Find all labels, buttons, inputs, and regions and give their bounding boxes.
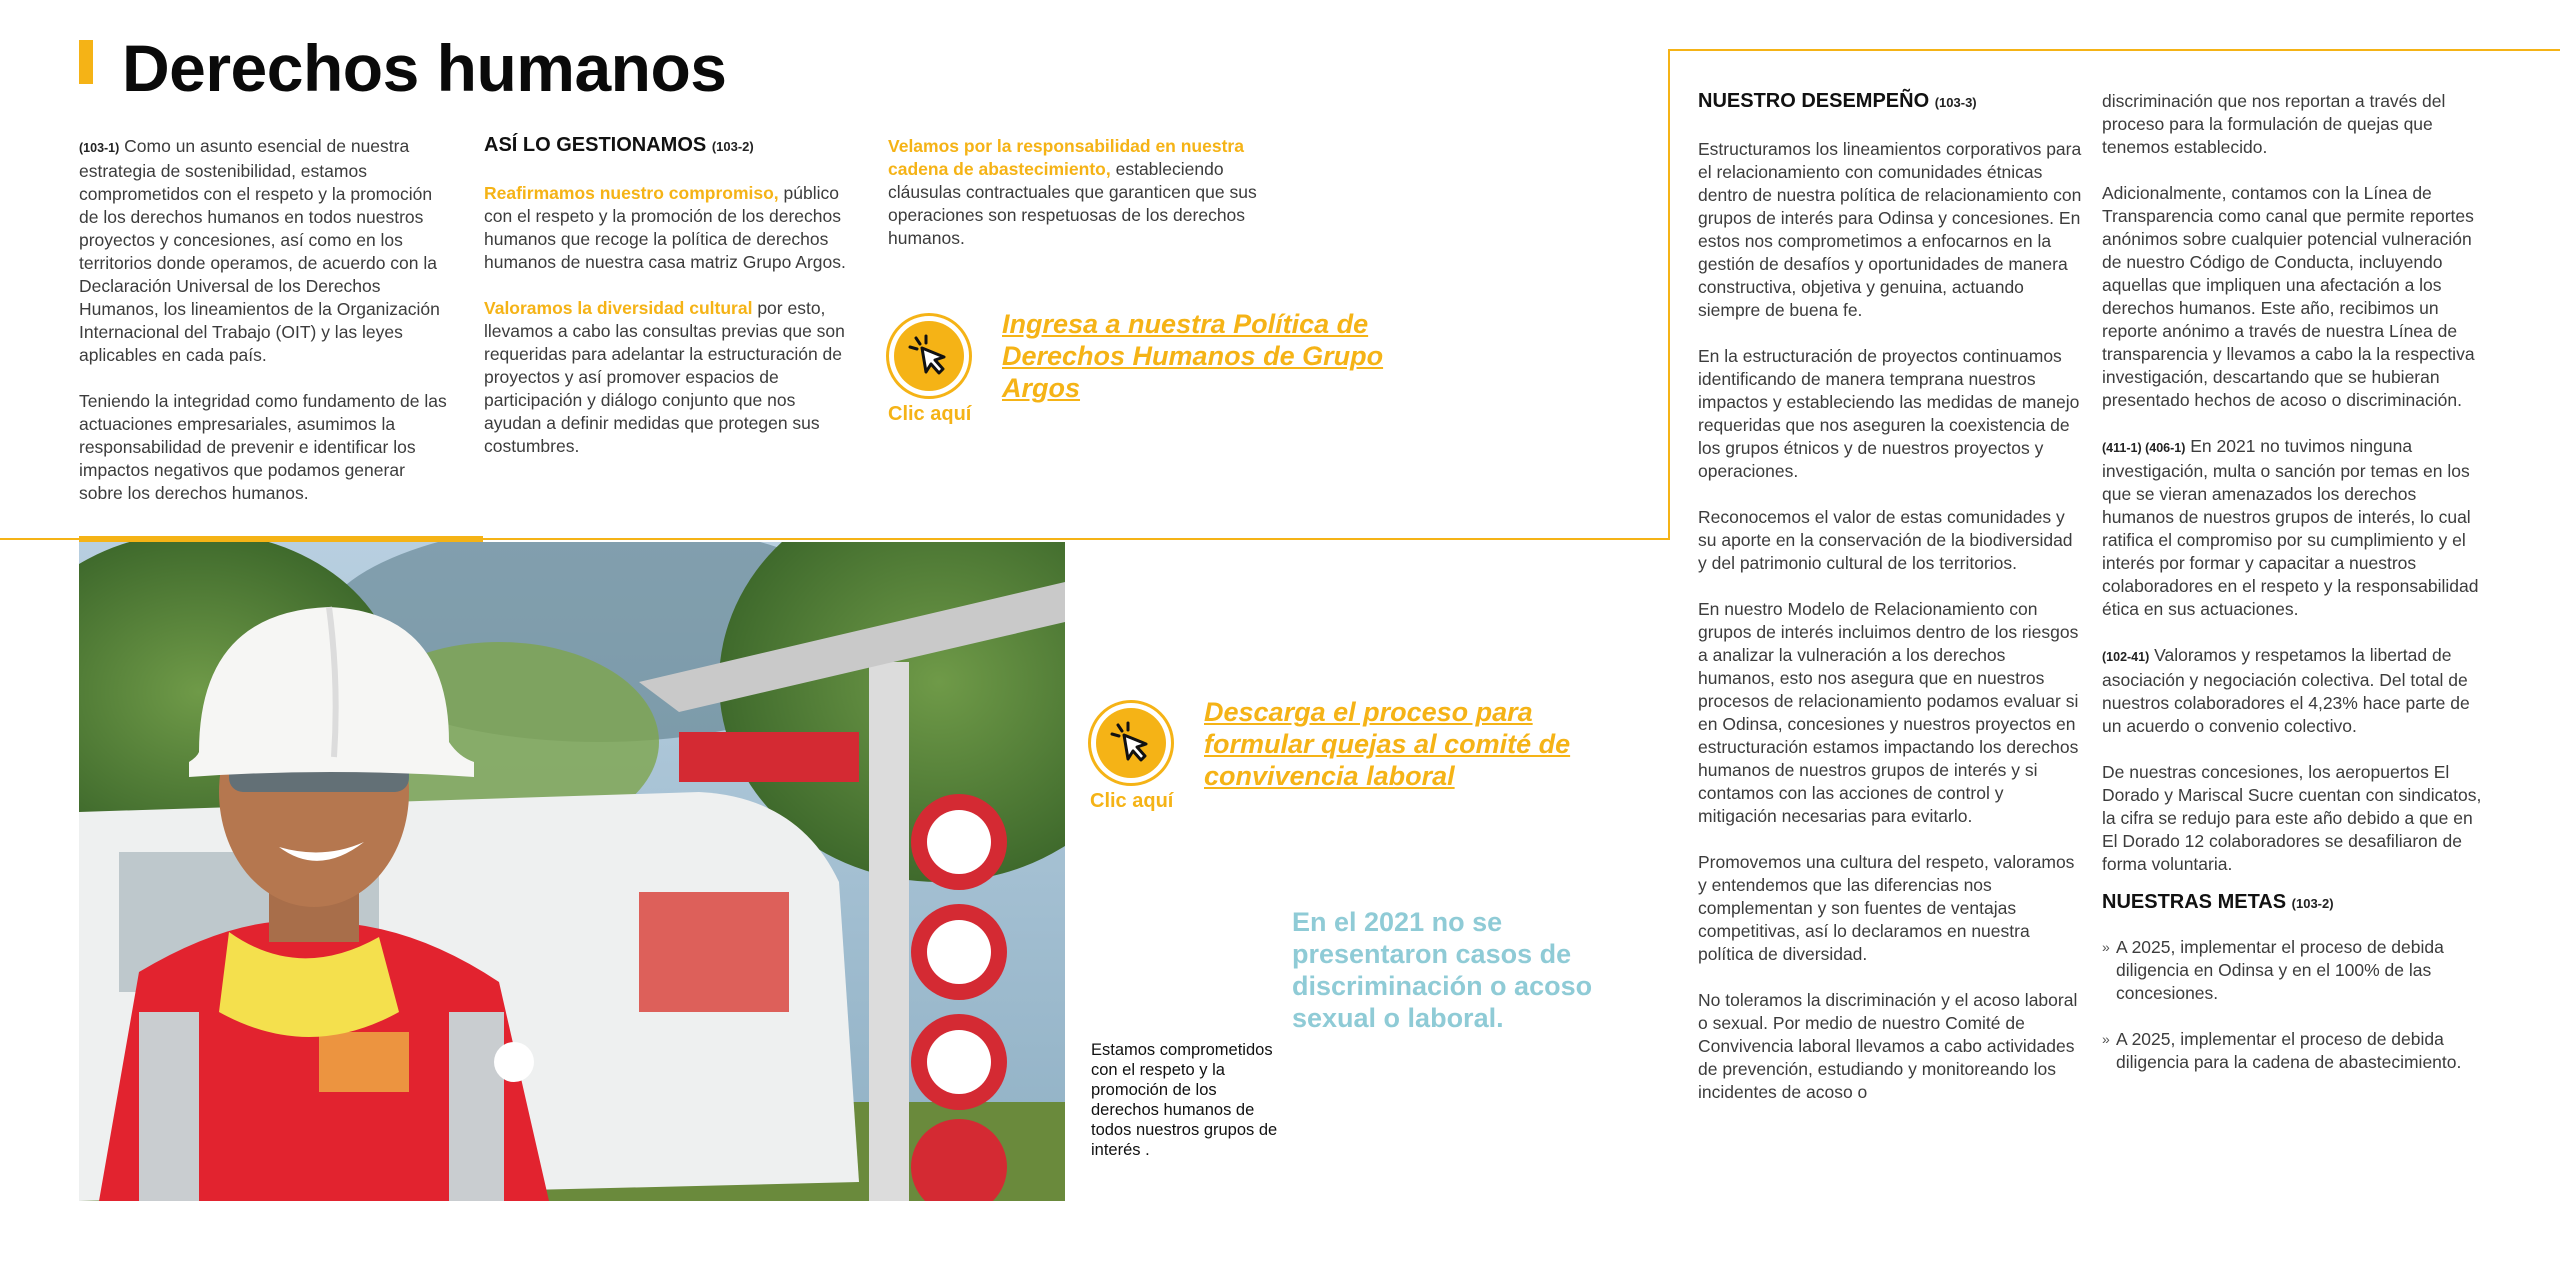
bullet-icon: » <box>2102 1031 2110 1047</box>
title-accent-bar <box>79 40 93 84</box>
performance-paragraph: Reconocemos el valor de estas comunidades y su aporte en la conservación de la biodiversidad y del patrimonio cultural de los territorios. <box>1698 507 2073 573</box>
gri-code: (103-1) <box>79 141 120 155</box>
supply-chain-column <box>888 135 1268 273</box>
performance-paragraph: No toleramos la discriminación y el acoso laboral o sexual. Por medio de nuestro Comité de Convivencia laboral llevamos a cabo actividades de prevención, estudiando y monitoreando los incidentes de acoso o <box>1698 990 2078 1102</box>
intro-text: Como un asunto esencial de nuestra estrategia de sostenibilidad, estamos comprometidos con el respeto y la promoción de los derechos humanos en todos nuestros proyectos y concesiones, así como en los territorios donde operamos, de acuerdo con la Declaración Universal de los Derechos Humanos, los lineamientos de la Organización Internacional del Trabajo (OIT) y las leyes aplicables en cada país. <box>79 136 440 365</box>
performance-paragraph: discriminación que nos reportan a través del proceso para la formulación de quejas que tenemos establecido. <box>2102 91 2446 157</box>
intro-column <box>79 135 449 528</box>
goal-item <box>2102 936 2487 1005</box>
click-cursor-icon <box>1088 700 1174 786</box>
diversity-paragraph <box>484 297 854 458</box>
transparency-paragraph: Adicionalmente, contamos con la Línea de Transparencia como canal que permite reportes anónimos sobre cualquier potencial vulneración de nuestro Código de Conducta, incluyendo aquellas que impliquen una afectación a los derechos humanos. Este año, recibimos un reporte anónimo a través de nuestra Línea de transparencia y llevamos a cabo la la respectiva investigación, descartando que se hubieran presentado hechos de acoso o discriminación. <box>2102 183 2475 410</box>
supply-chain-paragraph <box>888 135 1268 250</box>
click-label: Clic aquí <box>888 403 972 425</box>
supply-chain-text: estableciendo cláusulas contractuales que garanticen que sus operaciones son respetuosas de los derechos humanos. <box>888 159 1257 248</box>
management-heading <box>484 133 854 159</box>
goal-text: A 2025, implementar el proceso de debida diligencia en Odinsa y en el 100% de las concesiones. <box>2116 937 2444 1003</box>
performance-column <box>1698 89 2083 1127</box>
performance-heading-text: NUESTRO DESEMPEÑO <box>1698 90 1930 112</box>
bullet-icon: » <box>2102 939 2110 955</box>
click-label: Clic aquí <box>1090 790 1174 812</box>
association-paragraph <box>2102 644 2487 738</box>
commitment-paragraph <box>484 182 854 274</box>
gri-code: (103-3) <box>1934 95 1977 110</box>
complaints-link[interactable]: Descarga el proceso para formular quejas al comité de convivencia laboral <box>1204 697 1571 791</box>
unions-paragraph: De nuestras concesiones, los aeropuertos El Dorado y Mariscal Sucre cuentan con sindicatos, la cifra se redujo para este año debido a que en El Dorado 12 colaboradores se desafiliaron de forma voluntaria. <box>2102 762 2482 874</box>
gri-code: (411-1) (406-1) <box>2102 441 2186 455</box>
image-caption: Estamos comprometidos con el respeto y la promoción de los derechos humanos de todos nuestros grupos de interés . <box>1091 1041 1278 1159</box>
highlight-text: Valoramos la diversidad cultural <box>484 298 753 318</box>
commitment-text: público con el respeto y la promoción de los derechos humanos que recoge la política de derechos humanos de nuestra casa matriz Grupo Argos. <box>484 183 846 272</box>
performance-column-continued <box>2102 90 2487 1097</box>
click-cursor-icon <box>886 313 972 399</box>
highlight-text: Reafirmamos nuestro compromiso, <box>484 183 779 203</box>
management-heading-text: ASÍ LO GESTIONAMOS <box>484 134 707 156</box>
performance-paragraph: En la estructuración de proyectos continuamos identificando de manera temprana nuestros impactos y estableciendo las medidas de manejo requeridas que nos aseguren la coexistencia de los grupos étnicos y de nuestros proyectos y operaciones. <box>1698 346 2080 481</box>
performance-paragraph: Promovemos una cultura del respeto, valoramos y entendemos que las diferencias nos complementan y son fuentes de ventajas competitivas, así lo declaramos en nuestra política de diversidad. <box>1698 852 2075 964</box>
goals-heading-text: NUESTRAS METAS <box>2102 891 2287 913</box>
association-text: Valoramos y respetamos la libertad de asociación y negociación colectiva. Del total de nuestros colaboradores el 4,23% hace parte de un acuerdo o convenio colectivo. <box>2102 645 2470 736</box>
management-column <box>484 133 854 481</box>
gri-code: (102-41) <box>2102 650 2150 664</box>
goal-item <box>2102 1028 2487 1074</box>
page-title: Derechos humanos <box>122 31 727 105</box>
gri-code: (103-2) <box>711 139 754 154</box>
investigations-paragraph <box>2102 435 2487 621</box>
performance-paragraph: Estructuramos los lineamientos corporativos para el relacionamiento con comunidades étnicas dentro de nuestra política de relacionamiento con grupos de interés para Odinsa y concesiones. En estos nos comprometimos a enfocarnos en la gestión de desafíos y oportunidades de manera constructiva, objetiva y genuina, actuando siempre de buena fe. <box>1698 139 2082 320</box>
gri-code: (103-2) <box>2291 896 2334 911</box>
diversity-text: por esto, llevamos a cabo las consultas previas que son requeridas para adelantar la estructuración de proyectos y así promover espacios de participación y diálogo conjunto que nos ayudan a definir medidas que protegen sus costumbres. <box>484 298 845 456</box>
performance-heading <box>1698 89 2083 115</box>
policy-link[interactable]: Ingresa a nuestra Política de Derechos Humanos de Grupo Argos <box>1002 309 1384 403</box>
highlight-text: Velamos por la responsabilidad en nuestra cadena de abastecimiento, <box>888 136 1244 179</box>
goals-list <box>2102 936 2487 1074</box>
integrity-paragraph: Teniendo la integridad como fundamento de las actuaciones empresariales, asumimos la responsabilidad de prevenir e identificar los impactos negativos que podamos generar sobre los derechos humanos. <box>79 391 447 503</box>
complaints-link-button[interactable] <box>1088 700 1174 813</box>
goals-heading <box>2102 890 2487 916</box>
highlight-quote: En el 2021 no se presentaron casos de discriminación o acoso sexual o laboral. <box>1292 907 1593 1033</box>
worker-photo <box>79 542 1065 1201</box>
frame-line-top <box>1668 49 2560 51</box>
performance-paragraph: En nuestro Modelo de Relacionamiento con grupos de interés incluimos dentro de los riesgos a analizar la vulneración a los derechos humanos, esto nos asegura que en nuestros procesos de relacionamiento podamos evaluar si en Odinsa, concesiones y nuestros proyectos en estructuración estamos impactando los derechos humanos de nuestros grupos de interés y si contamos con las acciones de control y mitigación necesarias para evitarlo. <box>1698 599 2079 826</box>
goal-text: A 2025, implementar el proceso de debida diligencia para la cadena de abastecimiento. <box>2116 1029 2462 1072</box>
investigations-text: En 2021 no tuvimos ninguna investigación, multa o sanción por temas en los que se vieran amenazados los derechos humanos de nuestros grupos de interés, lo cual ratifica el compromiso por su cumplimiento y el interés por formar y capacitar a nuestros colaboradores en el respeto y la responsabilidad ética en sus actuaciones. <box>2102 436 2479 619</box>
frame-line-left <box>1668 49 1670 539</box>
intro-paragraph <box>79 135 449 367</box>
policy-link-button[interactable] <box>886 313 972 426</box>
